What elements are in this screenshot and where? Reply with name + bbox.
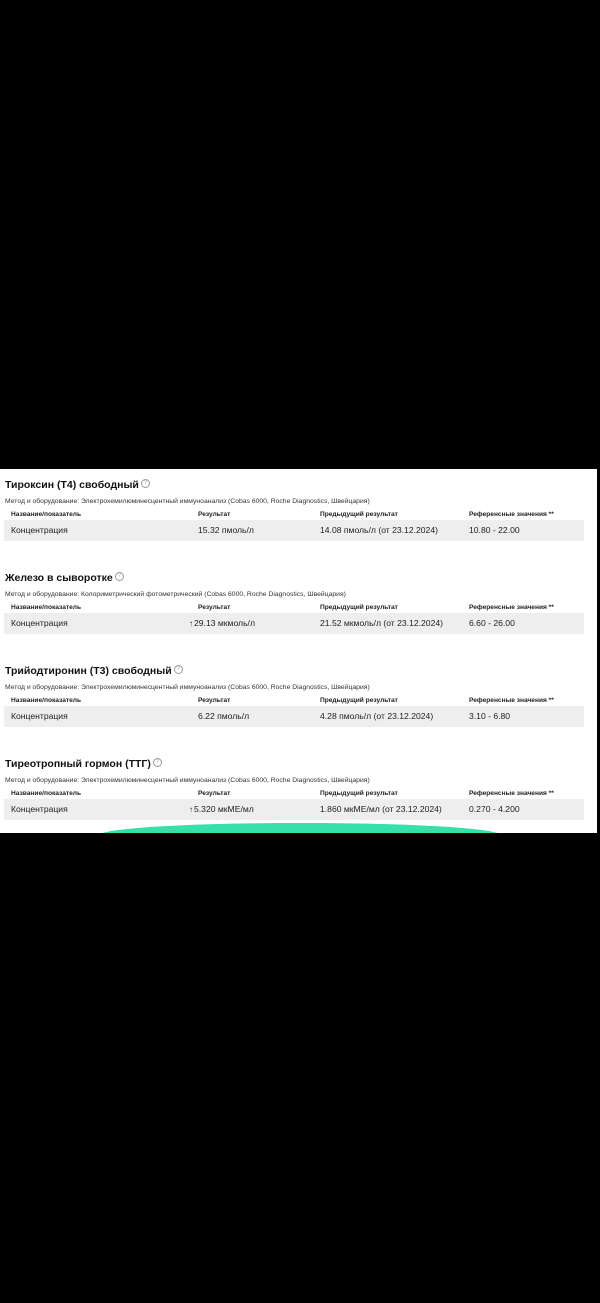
arrow-up-icon: ↑ [189,805,193,814]
col-header-name: Название/показатель [11,697,82,704]
method-description: Метод и оборудование: Электрохемилюминесцентный иммуноанализ (Cobas 6000, Roche Diagnostics, Швейцария) [5,684,370,691]
cell-name: Концентрация [11,804,68,814]
table-header [0,603,597,613]
info-icon[interactable]: ? [174,665,183,674]
cell-result [189,799,254,820]
test-title: Трийодтиронин (Т3) свободный ? [5,664,183,678]
table-row [4,799,584,820]
col-header-name: Название/показатель [11,511,82,518]
col-header-result: Результат [198,604,231,611]
table-header [0,696,597,706]
cell-result [189,613,255,634]
col-header-previous: Предыдущий результат [320,697,398,704]
arrow-up-icon: ↑ [189,619,193,628]
cell-reference: 3.10 - 6.80 [469,711,511,721]
col-header-reference: Референсные значения ** [469,604,554,611]
col-header-result: Результат [198,697,231,704]
col-header-reference: Референсные значения ** [469,697,554,704]
cell-reference: 10.80 - 22.00 [469,525,520,535]
method-description: Метод и оборудование: Электрохемилюминесцентный иммуноанализ (Cobas 6000, Roche Diagnostics, Швейцария) [5,498,370,505]
col-header-reference: Референсные значения ** [469,511,554,518]
col-header-result: Результат [198,511,231,518]
table-header [0,510,597,520]
cell-name: Концентрация [11,711,68,721]
col-header-result: Результат [198,790,231,797]
cell-previous: 1.860 мкМЕ/мл (от 23.12.2024) [320,804,442,814]
cell-result: 6.22 пмоль/л [198,711,250,721]
test-title: Тироксин (Т4) свободный ? [5,478,150,492]
table-row [4,520,584,541]
table-row [4,613,584,634]
scroll-highlight-bar [100,823,500,833]
info-icon[interactable]: ? [115,572,124,581]
table-row [4,706,584,727]
result-value: 5.320 мкМЕ/мл [194,804,254,814]
col-header-name: Название/показатель [11,604,82,611]
cell-result: 15.32 пмоль/л [198,525,254,535]
test-title: Железо в сыворотке ? [5,571,124,585]
lab-results-sheet [0,469,597,833]
cell-reference: 0.270 - 4.200 [469,804,520,814]
cell-previous: 14.08 пмоль/л (от 23.12.2024) [320,525,438,535]
test-title: Тиреотропный гормон (ТТГ) ? [5,757,162,771]
method-description: Метод и оборудование: Колориметрический фотометрический (Cobas 6000, Roche Diagnostics, Швейцария) [5,591,346,598]
result-value: 29.13 мкмоль/л [194,618,255,628]
col-header-previous: Предыдущий результат [320,511,398,518]
cell-reference: 6.60 - 26.00 [469,618,515,628]
cell-previous: 4.28 пмоль/л (от 23.12.2024) [320,711,434,721]
col-header-previous: Предыдущий результат [320,604,398,611]
method-description: Метод и оборудование: Электрохемилюминесцентный иммуноанализ (Cobas 6000, Roche Diagnostics, Швейцария) [5,777,370,784]
info-icon[interactable]: ? [141,479,150,488]
cell-name: Концентрация [11,525,68,535]
col-header-name: Название/показатель [11,790,82,797]
cell-previous: 21.52 мкмоль/л (от 23.12.2024) [320,618,443,628]
col-header-previous: Предыдущий результат [320,790,398,797]
info-icon[interactable]: ? [153,758,162,767]
table-header [0,789,597,799]
cell-name: Концентрация [11,618,68,628]
col-header-reference: Референсные значения ** [469,790,554,797]
